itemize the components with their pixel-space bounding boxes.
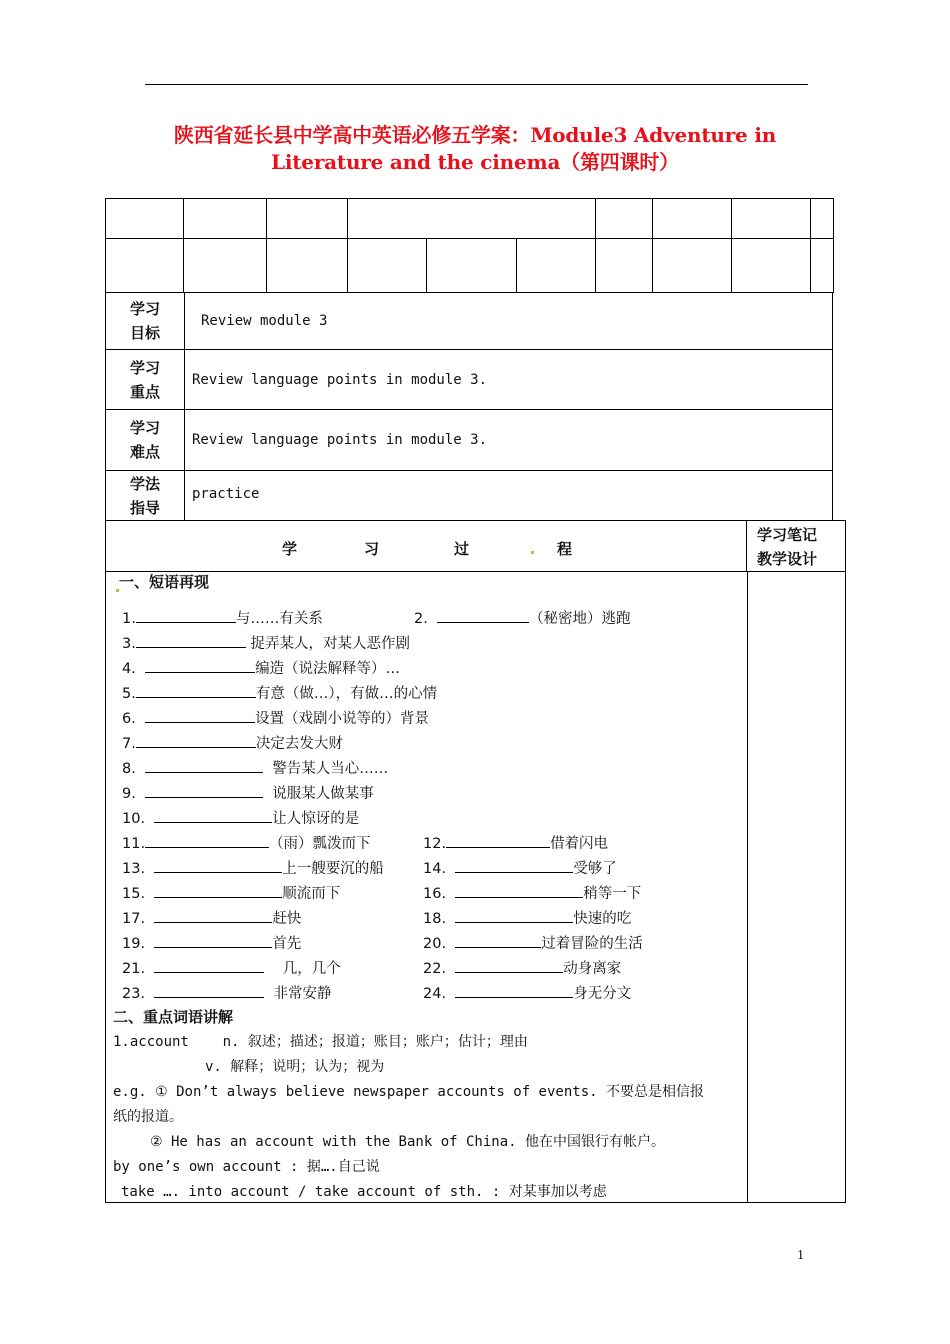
list-item: 6. 设置（戏剧小说等的）背景 [122, 708, 429, 729]
page-number: 1 [797, 1248, 804, 1263]
header-grid [105, 198, 834, 292]
title-line-2: Literature and the cinema（第四课时） [271, 150, 679, 174]
list-item: 11. （雨）瓢泼而下 [122, 833, 371, 854]
notes-header: 学习笔记 教学设计 [747, 521, 846, 572]
vocab-line: 纸的报道。 [113, 1109, 183, 1125]
vocab-line: by one’s own account : 据….自己说 [113, 1159, 380, 1175]
list-item: 2. （秘密地）逃跑 [414, 608, 631, 629]
list-item: 3. 捉弄某人，对某人恶作剧 [122, 633, 410, 654]
list-item: 5. 有意（做…），有做…的心情 [122, 683, 437, 704]
list-item: 1. 与……有关系 [122, 608, 323, 629]
process-header: 学 习 过 程 [106, 521, 747, 572]
list-item: 17. 赶快 [122, 908, 301, 929]
vocab-line: v. 解释；说明；认为；视为 [205, 1059, 385, 1075]
list-item: 22. 动身离家 [423, 958, 621, 979]
info-label: 学法 指导 [106, 471, 185, 520]
list-item: 20. 过着冒险的生活 [423, 933, 643, 954]
list-item: 23. 非常安静 [122, 983, 332, 1004]
info-row-key-points [105, 350, 833, 410]
list-item: 18. 快速的吃 [423, 908, 631, 929]
info-label: 学习 重点 [106, 350, 185, 409]
notes-column [747, 572, 748, 1203]
info-value: Review language points in module 3. [192, 432, 488, 448]
info-value: practice [192, 486, 260, 502]
info-value: Review language points in module 3. [192, 371, 488, 388]
vocab-line: take …. into account / take account of sth. : 对某事加以考虑 [121, 1184, 607, 1200]
list-item: 16. 稍等一下 [423, 883, 641, 904]
list-item: 8. 警告某人当心…… [122, 758, 388, 779]
section1-title: 一、短语再现 [116, 572, 209, 592]
header-rule [145, 84, 808, 85]
list-item: 4. 编造（说法解释等）… [122, 658, 400, 679]
list-item: 12. 借着闪电 [423, 833, 608, 854]
list-item: 14. 受够了 [423, 858, 617, 879]
info-row-difficulties [105, 410, 833, 471]
info-row-goal [105, 292, 833, 350]
list-item: 19. 首先 [122, 933, 301, 954]
list-item: 24. 身无分文 [423, 983, 631, 1004]
vocab-line: e.g. ① Don’t always believe newspaper accounts of events. 不要总是相信报 [113, 1084, 704, 1100]
list-item: 21. 几，几个 [122, 958, 341, 979]
section2-title: 二、重点词语讲解 [113, 1008, 234, 1026]
info-row-method [105, 471, 833, 521]
page-title [80, 122, 870, 176]
vocab-line: 1.account n. 叙述；描述；报道；账目；账户；估计；理由 [113, 1034, 528, 1050]
vocab-line: ② He has an account with the Bank of China. 他在中国银行有帐户。 [150, 1134, 665, 1150]
info-label: 学习 目标 [106, 292, 185, 349]
list-item: 13. 上一艘要沉的船 [122, 858, 384, 879]
title-line-1: 陕西省延长县中学高中英语必修五学案：Module3 Adventure in [173, 123, 777, 147]
list-item: 9. 说服某人做某事 [122, 783, 374, 804]
info-label: 学习 难点 [106, 410, 185, 470]
list-item: 15. 顺流而下 [122, 883, 340, 904]
list-item: 10. 让人惊讶的是 [122, 808, 359, 829]
list-item: 7. 决定去发大财 [122, 733, 343, 754]
info-value: Review module 3 [201, 312, 328, 329]
